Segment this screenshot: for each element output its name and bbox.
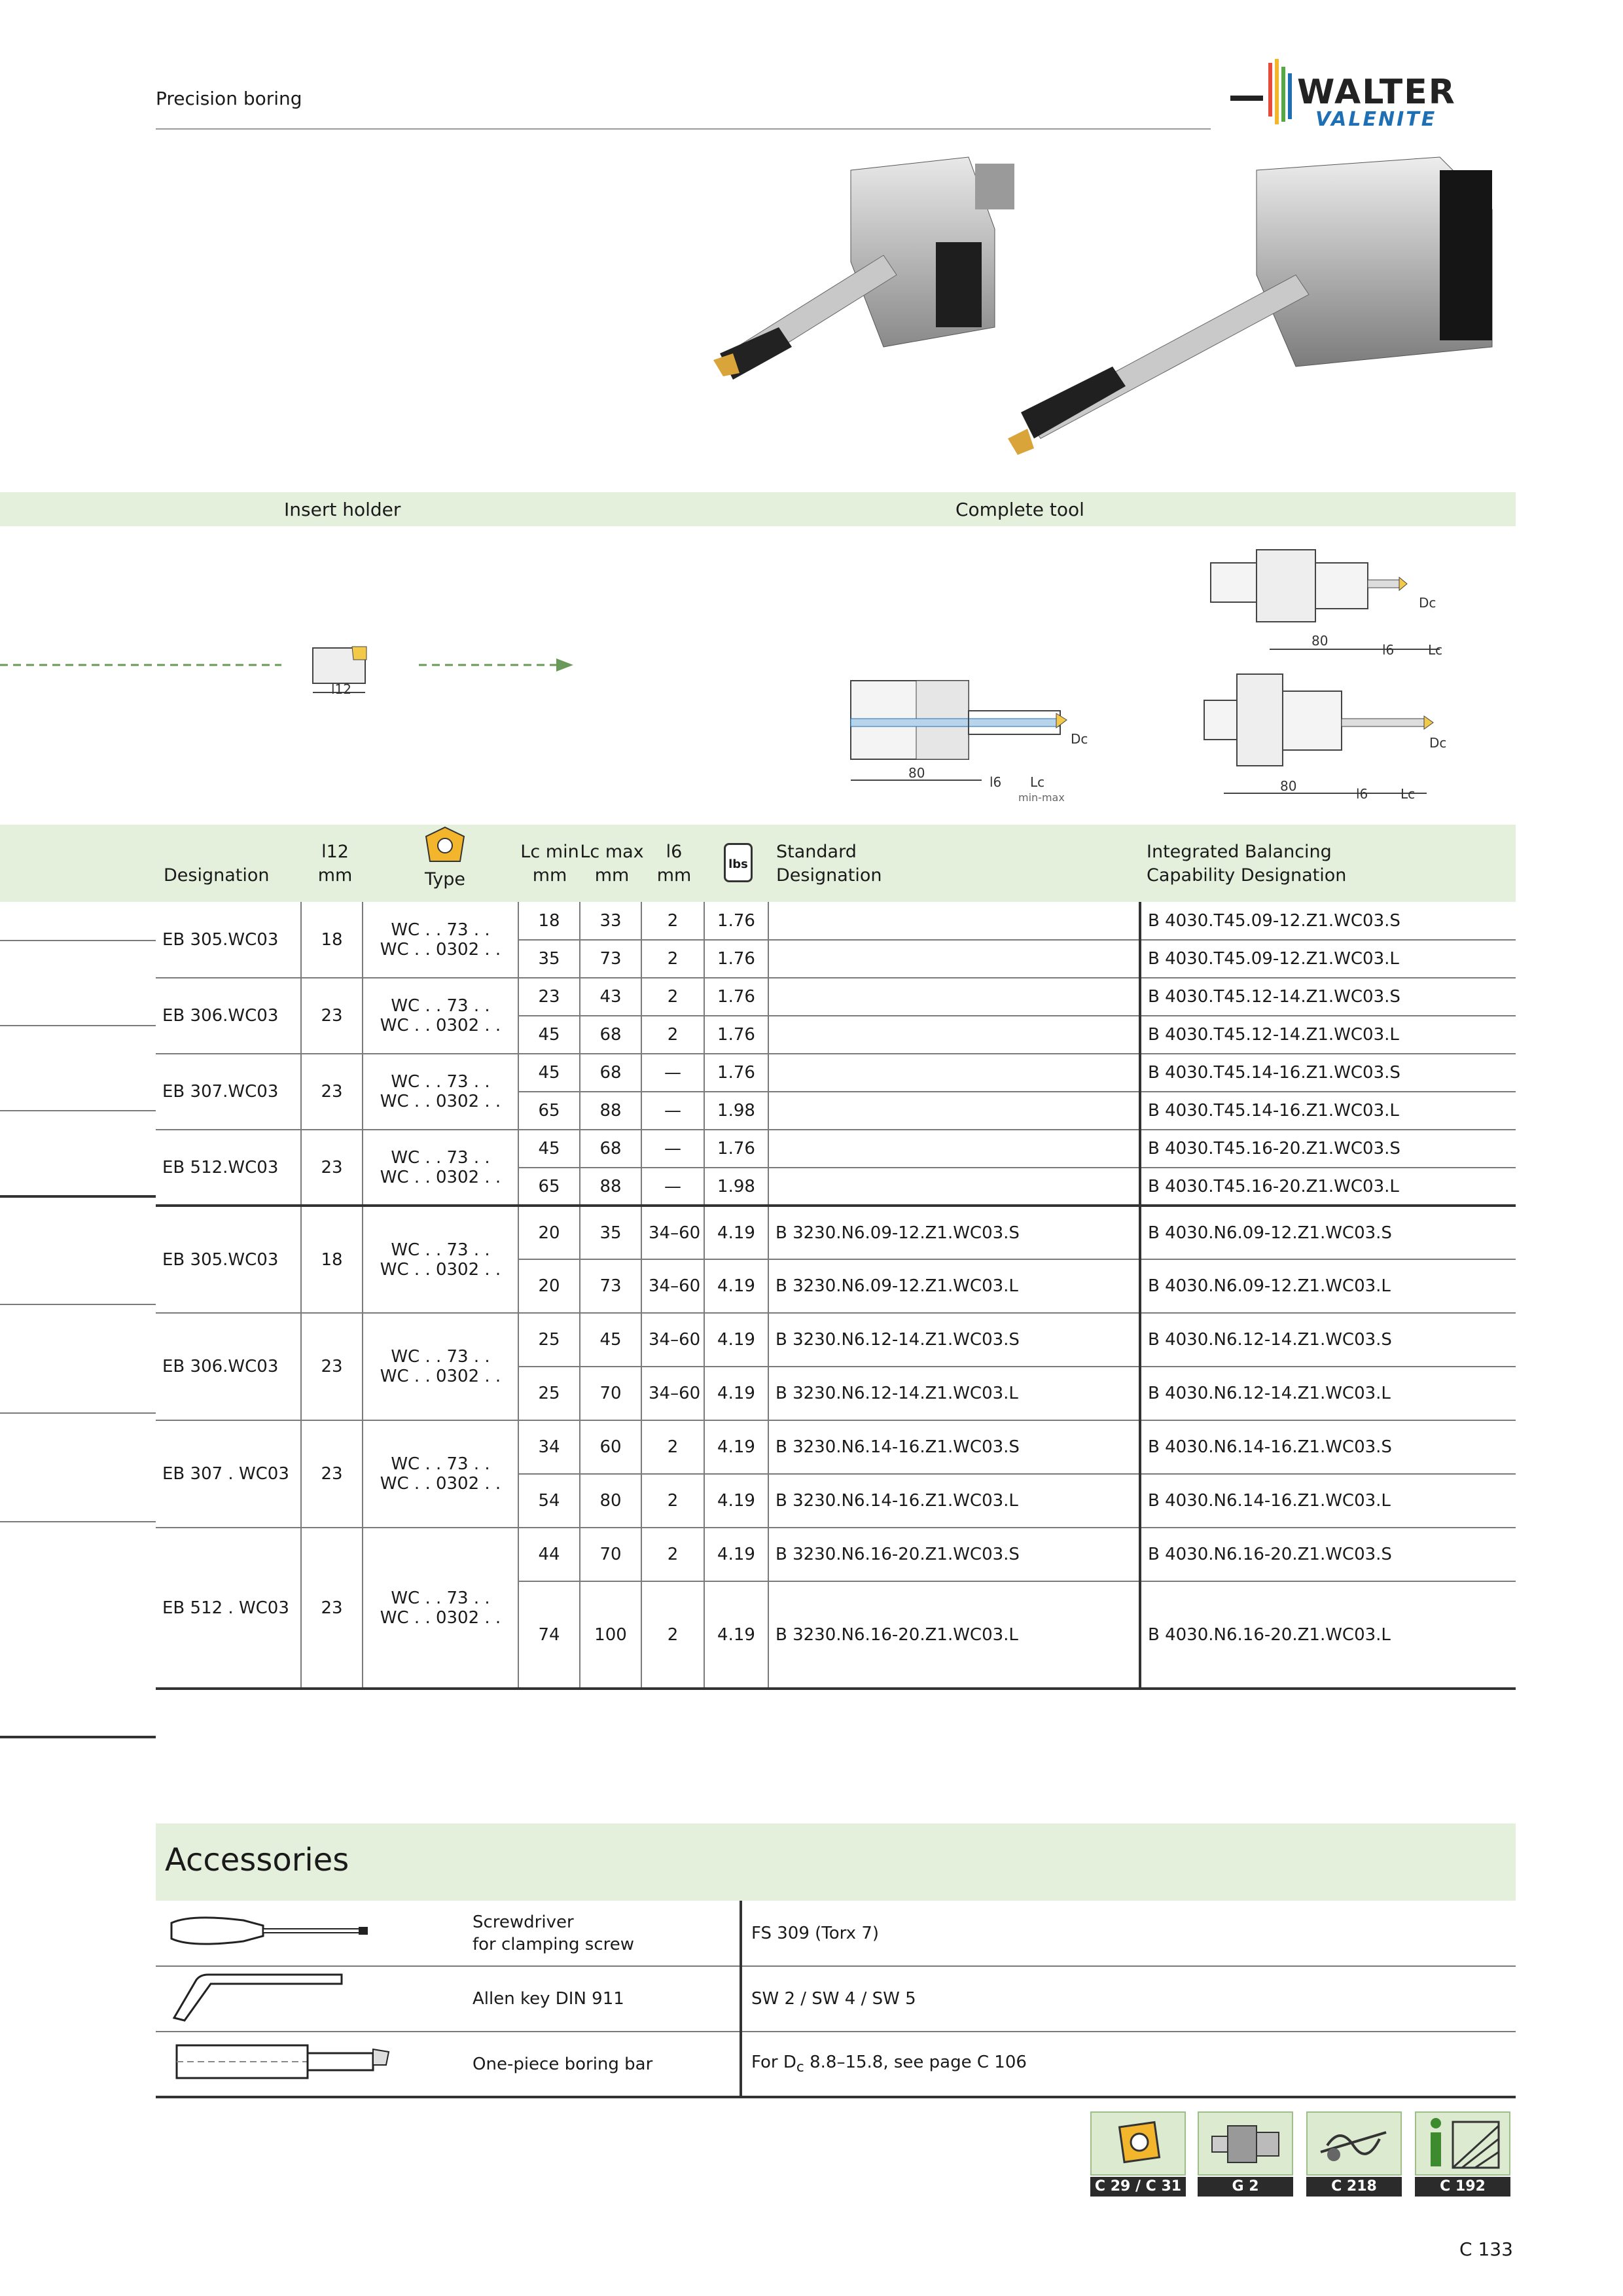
ibc-designation-cell: B 4030.T45.09-12.Z1.WC03.S	[1140, 902, 1516, 940]
logo-walter-text: WALTER	[1297, 73, 1456, 112]
type-line-1: WC . . 73 . .	[391, 1147, 490, 1168]
col-l12-unit: mm	[317, 865, 353, 886]
l12-cell: 23	[301, 1420, 363, 1528]
ibc-designation-cell: B 4030.T45.16-20.Z1.WC03.S	[1140, 1130, 1516, 1168]
lcmin-cell: 45	[518, 1016, 580, 1054]
lc-label-3: Lc	[1400, 786, 1416, 802]
l6-cell: 34–60	[641, 1259, 704, 1313]
lcmax-cell: 88	[580, 1168, 641, 1206]
info-chart-icon	[1416, 2113, 1509, 2174]
ibc-designation-cell: B 4030.T45.14-16.Z1.WC03.L	[1140, 1092, 1516, 1130]
type-cell	[363, 1206, 518, 1313]
boring-bar-value	[741, 2032, 1516, 2097]
lcmax-cell: 73	[580, 940, 641, 978]
table-header	[0, 825, 1516, 902]
col-lcmax-unit: mm	[594, 865, 630, 886]
lcmin-cell: 20	[518, 1259, 580, 1313]
weight-cell: 4.19	[704, 1420, 768, 1474]
table-row	[156, 978, 1516, 1016]
standard-designation-cell: B 3230.N6.12-14.Z1.WC03.S	[768, 1313, 1140, 1367]
col-lcmin-unit: mm	[532, 865, 567, 886]
designation-cell: EB 307 . WC03	[156, 1420, 301, 1528]
screwdriver-value: FS 309 (Torx 7)	[741, 1901, 1516, 1966]
standard-designation-cell: B 3230.N6.14-16.Z1.WC03.S	[768, 1420, 1140, 1474]
boring-bar-value-sub: c	[796, 2059, 804, 2076]
boring-bar-icon	[165, 2039, 401, 2085]
weight-cell: 4.19	[704, 1367, 768, 1420]
lcmax-cell: 70	[580, 1367, 641, 1420]
weight-cell: 4.19	[704, 1259, 768, 1313]
dc-label-2: Dc	[1419, 595, 1436, 611]
table-row	[156, 1420, 1516, 1474]
standard-designation-cell	[768, 1054, 1140, 1092]
type-line-2: WC . . 0302 . .	[380, 1259, 501, 1280]
accessories-band	[156, 1823, 1516, 1901]
col-standard: Standard	[776, 842, 857, 862]
type-line-1: WC . . 73 . .	[391, 920, 490, 940]
table-row	[156, 902, 1516, 940]
weight-cell: 1.76	[704, 1016, 768, 1054]
l12-cell: 23	[301, 1313, 363, 1420]
accessory-row	[156, 1966, 1516, 2032]
type-line-1: WC . . 73 . .	[391, 1347, 490, 1367]
standard-designation-cell: B 3230.N6.09-12.Z1.WC03.L	[768, 1259, 1140, 1313]
ref-adapter-caption: G 2	[1198, 2177, 1293, 2197]
ibc-designation-cell: B 4030.T45.09-12.Z1.WC03.L	[1140, 940, 1516, 978]
ibc-designation-cell: B 4030.N6.16-20.Z1.WC03.L	[1140, 1581, 1516, 1689]
weight-cell: 1.76	[704, 902, 768, 940]
ibc-designation-cell: B 4030.N6.09-12.Z1.WC03.L	[1140, 1259, 1516, 1313]
col-ibc: Integrated Balancing	[1147, 842, 1332, 862]
lc-label-1: Lc	[1030, 774, 1045, 790]
allen-key-cell	[156, 1966, 463, 2032]
allen-key-label: Allen key DIN 911	[463, 1966, 741, 2032]
complete-tool-photo	[982, 131, 1518, 471]
lcmin-cell: 25	[518, 1367, 580, 1420]
walter-valenite-logo	[1230, 58, 1512, 136]
col-type: Type	[424, 869, 465, 889]
type-cell	[363, 1313, 518, 1420]
standard-designation-cell: B 3230.N6.09-12.Z1.WC03.S	[768, 1206, 1140, 1259]
designation-cell: EB 512 . WC03	[156, 1528, 301, 1689]
logo-valenite-text: VALENITE	[1315, 108, 1437, 131]
designation-cell: EB 512.WC03	[156, 1130, 301, 1206]
weight-cell: 1.76	[704, 1054, 768, 1092]
standard-designation-cell: B 3230.N6.14-16.Z1.WC03.L	[768, 1474, 1140, 1528]
type-line-2: WC . . 0302 . .	[380, 939, 501, 960]
accessory-row	[156, 2032, 1516, 2097]
lcmin-cell: 44	[518, 1528, 580, 1581]
lcmax-cell: 45	[580, 1313, 641, 1367]
minmax-label: min-max	[1018, 791, 1065, 804]
section-band	[0, 492, 1516, 526]
ref-thread[interactable]	[1306, 2111, 1402, 2197]
page-number: C 133	[1459, 2238, 1513, 2260]
type-line-2: WC . . 0302 . .	[380, 1367, 501, 1386]
l12-cell: 18	[301, 902, 363, 978]
lcmax-cell: 68	[580, 1054, 641, 1092]
header-rule	[156, 128, 1211, 130]
table-row	[156, 1206, 1516, 1259]
lcmin-cell: 34	[518, 1420, 580, 1474]
standard-designation-cell	[768, 1130, 1140, 1168]
type-line-1: WC . . 73 . .	[391, 1588, 490, 1608]
lcmax-cell: 43	[580, 978, 641, 1016]
screwdriver-label	[463, 1901, 741, 1966]
ibc-designation-cell: B 4030.N6.12-14.Z1.WC03.S	[1140, 1313, 1516, 1367]
boring-bar-label: One-piece boring bar	[463, 2032, 741, 2097]
designation-cell: EB 307.WC03	[156, 1054, 301, 1130]
insert-holder-label: Insert holder	[284, 499, 401, 520]
ref-adapter[interactable]	[1198, 2111, 1293, 2197]
dc-label-1: Dc	[1071, 731, 1088, 747]
lcmin-cell: 45	[518, 1130, 580, 1168]
type-cell	[363, 902, 518, 978]
ref-info-caption: C 192	[1415, 2177, 1510, 2197]
type-line-1: WC . . 73 . .	[391, 1072, 490, 1092]
lcmax-cell: 60	[580, 1420, 641, 1474]
lcmin-cell: 25	[518, 1313, 580, 1367]
type-cell	[363, 1420, 518, 1528]
dc-label-3: Dc	[1429, 735, 1447, 751]
lcmax-cell: 68	[580, 1130, 641, 1168]
ibc-designation-cell: B 4030.T45.14-16.Z1.WC03.S	[1140, 1054, 1516, 1092]
type-line-1: WC . . 73 . .	[391, 1240, 490, 1260]
lcmin-cell: 18	[518, 902, 580, 940]
col-l12: l12	[321, 842, 349, 862]
table-row	[156, 1054, 1516, 1092]
type-cell	[363, 1528, 518, 1689]
table-row	[156, 1528, 1516, 1581]
designation-cell: EB 305.WC03	[156, 1206, 301, 1313]
standard-designation-cell	[768, 902, 1140, 940]
thread-icon	[1308, 2113, 1400, 2174]
type-line-2: WC . . 0302 . .	[380, 1092, 501, 1111]
standard-designation-cell: B 3230.N6.16-20.Z1.WC03.L	[768, 1581, 1140, 1689]
insert-icon	[1092, 2113, 1185, 2174]
lcmax-cell: 73	[580, 1259, 641, 1313]
adapter-icon	[1199, 2113, 1292, 2174]
col-lcmax: Lc max	[580, 842, 644, 862]
lcmax-cell: 70	[580, 1528, 641, 1581]
section-title: Precision boring	[156, 88, 302, 109]
screwdriver-cell	[156, 1901, 463, 1966]
lcmin-cell: 65	[518, 1092, 580, 1130]
weight-cell: 4.19	[704, 1313, 768, 1367]
l12-cell: 18	[301, 1206, 363, 1313]
ref-insert-caption: C 29 / C 31	[1090, 2177, 1186, 2197]
ibc-designation-cell: B 4030.N6.14-16.Z1.WC03.L	[1140, 1474, 1516, 1528]
col-l6-unit: mm	[656, 865, 692, 886]
standard-designation-cell: B 3230.N6.16-20.Z1.WC03.S	[768, 1528, 1140, 1581]
standard-designation-cell	[768, 1092, 1140, 1130]
type-line-2: WC . . 0302 . .	[380, 1474, 501, 1494]
weight-cell: 1.98	[704, 1092, 768, 1130]
l6-cell: 2	[641, 1528, 704, 1581]
l12-cell: 23	[301, 1054, 363, 1130]
l6-cell: 2	[641, 1420, 704, 1474]
boring-bar-cell	[156, 2032, 463, 2097]
standard-designation-cell: B 3230.N6.12-14.Z1.WC03.L	[768, 1367, 1140, 1420]
l6-cell: —	[641, 1092, 704, 1130]
standard-designation-cell	[768, 1168, 1140, 1206]
dim-80-label-3: 80	[1280, 778, 1297, 794]
lcmin-cell: 45	[518, 1054, 580, 1092]
standard-designation-cell	[768, 978, 1140, 1016]
col-lcmin: Lc min	[520, 842, 579, 862]
type-line-2: WC . . 0302 . .	[380, 1607, 501, 1628]
weight-cell: 1.98	[704, 1168, 768, 1206]
lcmin-cell: 54	[518, 1474, 580, 1528]
weight-cell: 4.19	[704, 1581, 768, 1689]
l6-cell: 34–60	[641, 1313, 704, 1367]
ibc-designation-cell: B 4030.T45.16-20.Z1.WC03.L	[1140, 1168, 1516, 1206]
l6-cell: 2	[641, 940, 704, 978]
weight-cell: 4.19	[704, 1528, 768, 1581]
dim-80-label-2: 80	[1311, 633, 1329, 649]
col-designation: Designation	[164, 865, 270, 886]
weight-icon: lbs	[724, 843, 753, 882]
insert-shape-icon	[422, 825, 468, 867]
l6-label-1: l6	[990, 774, 1002, 790]
product-table	[156, 902, 1516, 1690]
l6-cell: 2	[641, 1581, 704, 1689]
designation-cell: EB 305.WC03	[156, 902, 301, 978]
l12-cell: 23	[301, 978, 363, 1054]
col-standard-2: Designation	[776, 865, 882, 886]
ibc-designation-cell: B 4030.N6.14-16.Z1.WC03.S	[1140, 1420, 1516, 1474]
type-cell	[363, 1054, 518, 1130]
type-line-1: WC . . 73 . .	[391, 1454, 490, 1474]
ref-insert[interactable]	[1090, 2111, 1186, 2197]
ibc-designation-cell: B 4030.T45.12-14.Z1.WC03.S	[1140, 978, 1516, 1016]
weight-cell: 1.76	[704, 940, 768, 978]
ibc-designation-cell: B 4030.T45.12-14.Z1.WC03.L	[1140, 1016, 1516, 1054]
weight-cell: 1.76	[704, 1130, 768, 1168]
lcmin-cell: 65	[518, 1168, 580, 1206]
ibc-designation-cell: B 4030.N6.16-20.Z1.WC03.S	[1140, 1528, 1516, 1581]
allen-key-icon	[165, 1971, 361, 2023]
boring-bar-value-pre: For D	[751, 2052, 796, 2072]
type-cell	[363, 978, 518, 1054]
lcmin-cell: 35	[518, 940, 580, 978]
lcmax-cell: 33	[580, 902, 641, 940]
ibc-designation-cell: B 4030.N6.12-14.Z1.WC03.L	[1140, 1367, 1516, 1420]
lcmax-cell: 88	[580, 1092, 641, 1130]
lcmax-cell: 68	[580, 1016, 641, 1054]
ref-info[interactable]	[1415, 2111, 1510, 2197]
screwdriver-label-2: for clamping screw	[473, 1934, 634, 1954]
l6-cell: 34–60	[641, 1367, 704, 1420]
allen-key-value: SW 2 / SW 4 / SW 5	[741, 1966, 1516, 2032]
type-line-2: WC . . 0302 . .	[380, 1167, 501, 1187]
lcmax-cell: 80	[580, 1474, 641, 1528]
dim-80-label-1: 80	[908, 765, 925, 781]
lcmin-cell: 20	[518, 1206, 580, 1259]
ref-thread-caption: C 218	[1306, 2177, 1402, 2197]
screwdriver-icon	[165, 1911, 387, 1950]
technical-drawings	[0, 537, 1516, 825]
lc-label-2: Lc	[1428, 642, 1443, 658]
l6-cell: 2	[641, 978, 704, 1016]
designation-cell: EB 306.WC03	[156, 978, 301, 1054]
table-row	[156, 1130, 1516, 1168]
designation-cell: EB 306.WC03	[156, 1313, 301, 1420]
l6-cell: —	[641, 1168, 704, 1206]
col-l6: l6	[666, 842, 683, 862]
arrow-right-icon	[556, 658, 573, 672]
standard-designation-cell	[768, 940, 1140, 978]
accessories-title: Accessories	[165, 1842, 349, 1878]
l12-cell: 23	[301, 1528, 363, 1689]
type-line-1: WC . . 73 . .	[391, 996, 490, 1016]
standard-designation-cell	[768, 1016, 1140, 1054]
l6-label-3: l6	[1356, 786, 1368, 802]
lcmax-cell: 100	[580, 1581, 641, 1689]
screwdriver-label-1: Screwdriver	[473, 1912, 574, 1932]
l6-cell: 2	[641, 902, 704, 940]
complete-tool-label: Complete tool	[955, 499, 1084, 520]
table-row	[156, 1313, 1516, 1367]
l12-cell: 23	[301, 1130, 363, 1206]
ibc-designation-cell: B 4030.N6.09-12.Z1.WC03.S	[1140, 1206, 1516, 1259]
accessory-row	[156, 1901, 1516, 1966]
accessories-table	[156, 1901, 1516, 2098]
l6-cell: 2	[641, 1474, 704, 1528]
type-cell	[363, 1130, 518, 1206]
lcmax-cell: 35	[580, 1206, 641, 1259]
l6-cell: —	[641, 1054, 704, 1092]
l6-cell: —	[641, 1130, 704, 1168]
lcmin-cell: 74	[518, 1581, 580, 1689]
type-line-2: WC . . 0302 . .	[380, 1016, 501, 1035]
l6-cell: 34–60	[641, 1206, 704, 1259]
l6-label-2: l6	[1382, 642, 1395, 658]
lcmin-cell: 23	[518, 978, 580, 1016]
boring-bar-value-post: 8.8–15.8, see page C 106	[804, 2052, 1027, 2072]
weight-cell: 4.19	[704, 1206, 768, 1259]
weight-cell: 1.76	[704, 978, 768, 1016]
col-ibc-2: Capability Designation	[1147, 865, 1347, 886]
l12-dim-label: l12	[331, 681, 352, 697]
weight-cell: 4.19	[704, 1474, 768, 1528]
l6-cell: 2	[641, 1016, 704, 1054]
